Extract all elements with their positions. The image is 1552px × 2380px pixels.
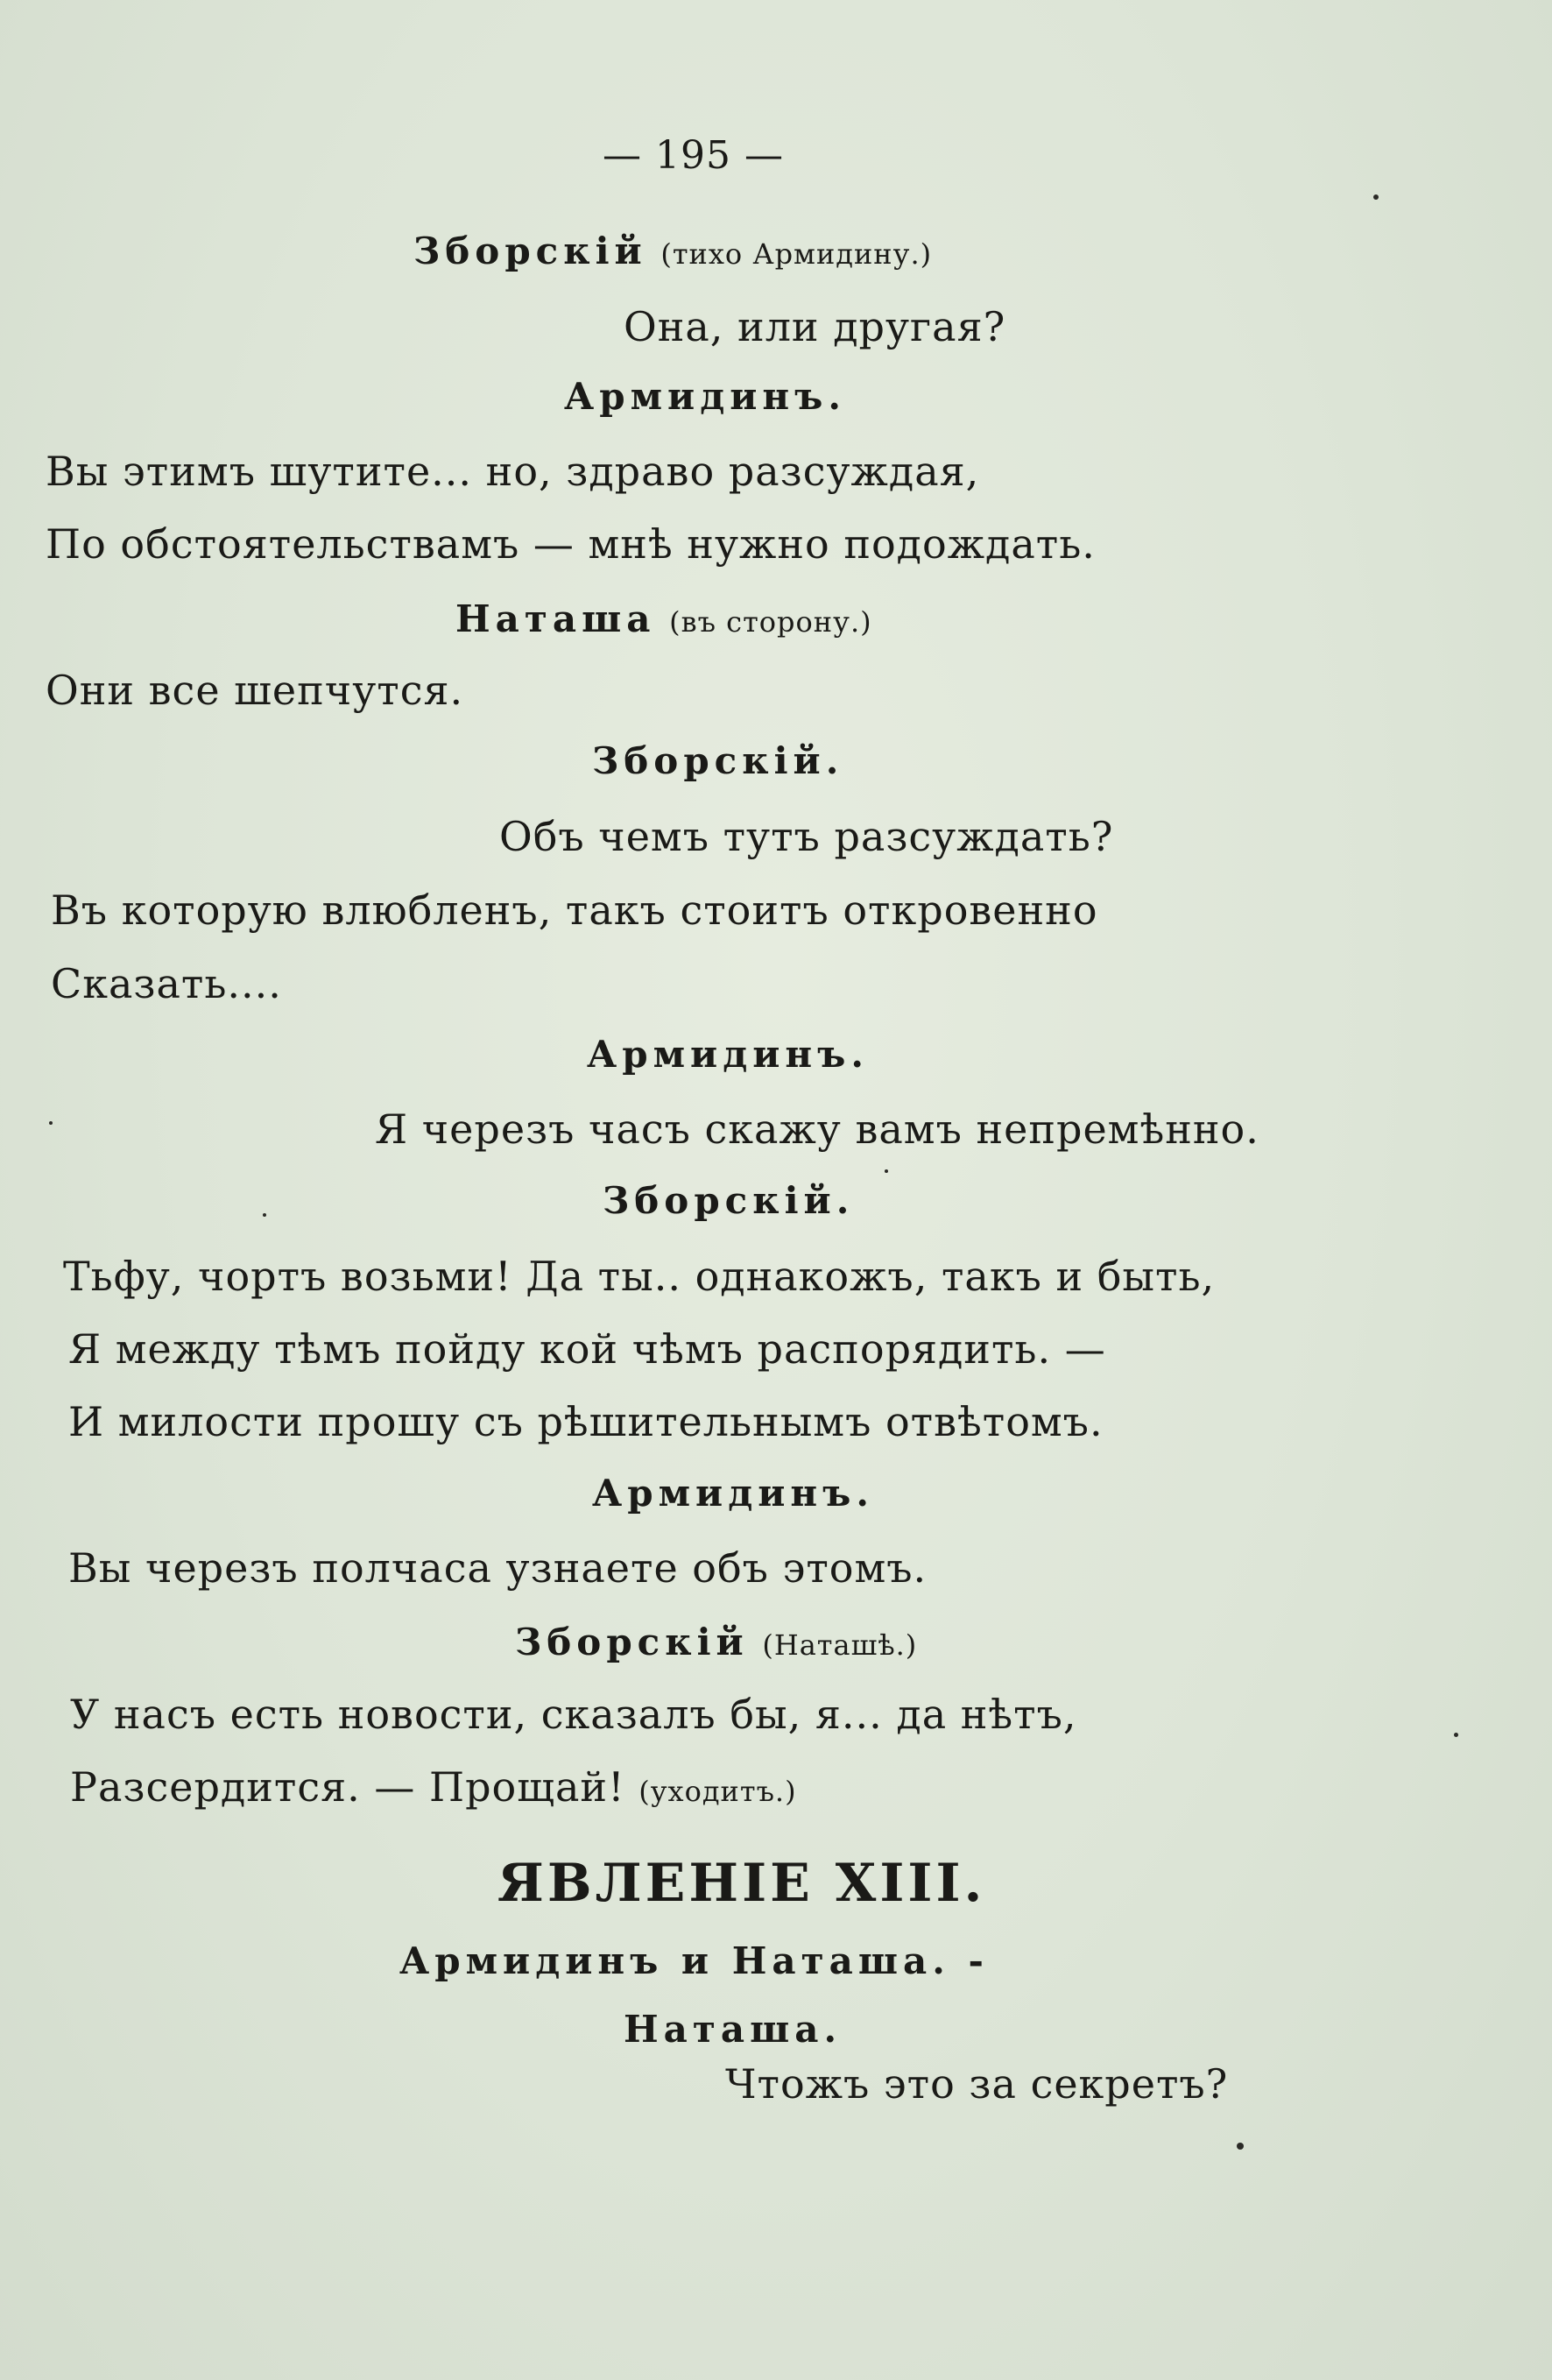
verse-line: Сказать.... xyxy=(51,960,282,1007)
ink-speck xyxy=(49,1121,53,1125)
speaker-name: Армидинъ. xyxy=(587,1033,869,1076)
speaker-name: Зборскій. xyxy=(603,1179,855,1222)
stage-direction: (уходитъ.) xyxy=(638,1775,797,1808)
verse-line: Тьфу, чортъ возьми! Да ты.. однакожъ, такъ и быть, xyxy=(63,1253,1216,1300)
speaker-name: Зборскій. xyxy=(592,739,844,782)
verse-line: По обстоятельствамъ — мнѣ нужно подождать. xyxy=(46,520,1096,568)
verse-line xyxy=(70,1763,797,1811)
speaker-name: Армидинъ. xyxy=(564,375,846,418)
stage-direction: (Наташѣ.) xyxy=(762,1628,918,1662)
verse-line: У насъ есть новости, сказалъ бы, я... да нѣтъ, xyxy=(70,1691,1077,1738)
speaker-line xyxy=(515,1621,917,1661)
page-number: — 195 — xyxy=(603,133,784,178)
speaker-name: Зборскій xyxy=(515,1621,749,1663)
speaker-line xyxy=(455,597,872,638)
verse-line: Я черезъ часъ скажу вамъ непремѣнно. xyxy=(375,1105,1259,1153)
scene-title: ЯВЛЕНІЕ XIII. xyxy=(497,1853,986,1914)
verse-line: И милости прошу съ рѣшительнымъ отвѣтомъ. xyxy=(68,1398,1104,1445)
speaker-name: Армидинъ и Наташа. - xyxy=(399,1939,989,1982)
ink-speck xyxy=(1237,2143,1244,2150)
verse-line: Вы этимъ шутите... но, здраво разсуждая, xyxy=(46,448,980,495)
verse-line: Вы черезъ полчаса узнаете объ этомъ. xyxy=(68,1544,928,1592)
verse-line: Я между тѣмъ пойду кой чѣмъ распорядить. — xyxy=(68,1325,1106,1373)
verse-line: Она, или другая? xyxy=(624,303,1006,350)
verse-line: Объ чемъ тутъ разсуждать? xyxy=(499,813,1114,860)
ink-speck xyxy=(263,1213,266,1217)
stage-direction: (тихо Армидину.) xyxy=(660,237,933,271)
ink-speck xyxy=(885,1169,888,1173)
verse-line: Они все шепчутся. xyxy=(46,667,464,714)
speaker-name: Наташа xyxy=(455,597,656,640)
verse-line: Въ которую влюбленъ, такъ стоитъ откровенно xyxy=(51,886,1098,934)
speaker-name: Наташа. xyxy=(624,2008,843,2051)
speaker-name: Армидинъ. xyxy=(592,1472,874,1515)
ink-speck xyxy=(1373,194,1379,200)
speaker-name: Зборскій xyxy=(413,230,647,272)
ink-speck xyxy=(1454,1733,1458,1737)
verse-line: Чтожъ это за секретъ? xyxy=(725,2060,1229,2108)
speaker-line xyxy=(413,230,932,270)
verse-text: Разсердится. — Прощай! xyxy=(70,1763,625,1811)
stage-direction: (въ сторону.) xyxy=(669,605,872,639)
